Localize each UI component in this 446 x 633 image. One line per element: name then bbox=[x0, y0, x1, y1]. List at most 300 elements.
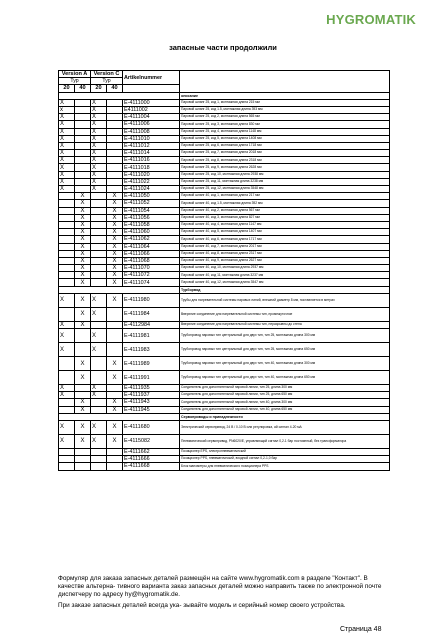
cell-c40: X bbox=[107, 200, 123, 207]
artikelnummer-header: Artikelnummer bbox=[123, 71, 180, 85]
cell-c40 bbox=[107, 164, 123, 171]
spare-parts-table bbox=[58, 70, 389, 471]
cell-art: E-4111006 bbox=[123, 121, 180, 128]
cell-a40 bbox=[75, 385, 91, 392]
cell-c20: X bbox=[91, 385, 107, 392]
table-row bbox=[59, 307, 390, 321]
cell-a40 bbox=[75, 114, 91, 121]
table-row bbox=[59, 385, 390, 392]
cell-a20: X bbox=[59, 164, 75, 171]
table-row bbox=[59, 157, 390, 164]
footer-order-info: Формуляр для заказа запасных деталей размещён на сайте www.hygromatik.com в разделе "Контакт". В качестве альтерна- тивного варианта заказ запасных деталей можно направить также по электронной почте диспетчеру по адресу hy@hygromatik.de. bbox=[58, 575, 382, 599]
version-c-header: Version C bbox=[91, 71, 123, 78]
cell-art: E-4111991 bbox=[123, 371, 180, 385]
cell-desc: Паровой шланг 25, код 2, монтажная длина 565 мм bbox=[180, 114, 390, 121]
cell-c40 bbox=[107, 329, 123, 343]
cell-a20: X bbox=[59, 420, 75, 434]
page-title: запасные части продолжили bbox=[169, 43, 277, 52]
cell-desc: Паровой шланг 25, код 1.5, монтажная длина 393 мм bbox=[180, 106, 390, 113]
cell-a20 bbox=[59, 279, 75, 286]
cell-desc: Соединитель для дополнительной паровой линии, тип 25, длина 300 мм bbox=[180, 385, 390, 392]
cell-c20 bbox=[91, 371, 107, 385]
cell-c40 bbox=[107, 157, 123, 164]
cell-c40: X bbox=[107, 265, 123, 272]
cell-art: E-4111022 bbox=[123, 178, 180, 185]
cell-art: E-4111004 bbox=[123, 114, 180, 121]
cell-a20: X bbox=[59, 385, 75, 392]
cell-art: E-4111016 bbox=[123, 157, 180, 164]
cell-c40: X bbox=[107, 279, 123, 286]
cell-desc: Паровой шланг 40, код 10, монтажная длина 2937 мм bbox=[180, 265, 390, 272]
cell-a20: X bbox=[59, 135, 75, 142]
cell-a40: X bbox=[75, 243, 91, 250]
table-row bbox=[59, 106, 390, 113]
cell-a40: X bbox=[75, 221, 91, 228]
cell-art: E-4111056 bbox=[123, 214, 180, 221]
cell-art: E-4111024 bbox=[123, 186, 180, 193]
section-row bbox=[59, 286, 390, 293]
cell-c20 bbox=[91, 214, 107, 221]
hygromatik-logo: HYGROMATIK bbox=[326, 12, 416, 27]
cell-c20: X bbox=[91, 150, 107, 157]
cell-a20: X bbox=[59, 178, 75, 185]
cell-desc: Паровой шланг 40, код 12, монтажная длина 3547 мм bbox=[180, 279, 390, 286]
cell-a20 bbox=[59, 399, 75, 406]
table-row bbox=[59, 250, 390, 257]
cell-a20: X bbox=[59, 157, 75, 164]
cell-desc: Паровой шланг 25, код 12, монтажная длина 3548 мм bbox=[180, 186, 390, 193]
cell-c20 bbox=[91, 357, 107, 371]
cell-c40 bbox=[107, 321, 123, 328]
cell-art: E-4111066 bbox=[123, 250, 180, 257]
cell-a20 bbox=[59, 236, 75, 243]
cell-a40: X bbox=[75, 207, 91, 214]
cell-a20: X bbox=[59, 293, 75, 307]
cell-c20: X bbox=[91, 99, 107, 106]
cell-art: E-4111018 bbox=[123, 164, 180, 171]
cell-c40 bbox=[107, 142, 123, 149]
cell-c40: X bbox=[107, 236, 123, 243]
cell-art: E-4111943 bbox=[123, 399, 180, 406]
cell-a20 bbox=[59, 463, 75, 470]
table-row bbox=[59, 200, 390, 207]
cell-art: E4111002 bbox=[123, 106, 180, 113]
cell-a40: X bbox=[75, 321, 91, 328]
table-row bbox=[59, 343, 390, 357]
cell-c20: X bbox=[91, 343, 107, 357]
cell-a40: X bbox=[75, 279, 91, 286]
cell-a20: X bbox=[59, 171, 75, 178]
cell-c20: X bbox=[91, 121, 107, 128]
cell-desc: Вверхние соединение для нагревательной системы тин, промежуточное bbox=[180, 307, 390, 321]
cell-a20 bbox=[59, 406, 75, 413]
table-row bbox=[59, 257, 390, 264]
cell-a20: X bbox=[59, 434, 75, 448]
size-a20: 20 bbox=[59, 85, 75, 92]
table-row bbox=[59, 214, 390, 221]
cell-a40 bbox=[75, 142, 91, 149]
cell-a20 bbox=[59, 193, 75, 200]
cell-desc: Позиционер EPS, электропневматический bbox=[180, 448, 390, 455]
cell-desc: Соединитель для дополнительной паровой линии, тип 25, длина 650 мм bbox=[180, 392, 390, 399]
cell-a20 bbox=[59, 272, 75, 279]
cell-art: E-4115082 bbox=[123, 434, 180, 448]
cell-art: E-4111989 bbox=[123, 357, 180, 371]
cell-c40 bbox=[107, 150, 123, 157]
cell-a20: X bbox=[59, 329, 75, 343]
cell-c40 bbox=[107, 392, 123, 399]
cell-desc: Паровой шланг 40, код 7, монтажная длина 2017 мм bbox=[180, 243, 390, 250]
header-row-versions bbox=[59, 71, 390, 78]
cell-a20: x bbox=[59, 106, 75, 113]
cell-a20: X bbox=[59, 186, 75, 193]
cell-art: E-4111068 bbox=[123, 257, 180, 264]
cell-art: E-4111680 bbox=[123, 420, 180, 434]
cell-a20 bbox=[59, 207, 75, 214]
cell-a40: X bbox=[75, 420, 91, 434]
cell-a20: X bbox=[59, 392, 75, 399]
cell-c20: X bbox=[91, 106, 107, 113]
cell-desc: Паровой шланг 25, код 5, монтажная длина 1408 мм bbox=[180, 135, 390, 142]
table-row bbox=[59, 142, 390, 149]
cell-c40: X bbox=[107, 243, 123, 250]
cell-a20 bbox=[59, 229, 75, 236]
cell-art: E-4111054 bbox=[123, 207, 180, 214]
cell-desc: Паровой шланг 40, код 8, монтажная длина 2317 мм bbox=[180, 250, 390, 257]
table-row bbox=[59, 434, 390, 448]
cell-c40 bbox=[107, 307, 123, 321]
cell-desc: Паровой шланг 25, код 4, монтажная длина 1148 мм bbox=[180, 128, 390, 135]
cell-a40: X bbox=[75, 357, 91, 371]
table-row bbox=[59, 193, 390, 200]
cell-desc: Паровой шланг 40, код 9, монтажная длина 2627 мм bbox=[180, 257, 390, 264]
cell-c40: X bbox=[107, 371, 123, 385]
footer-serial-info: При заказе запасных деталей всегда ука- зывайте модель и серийный номер своего устройства. bbox=[58, 602, 346, 609]
table-row bbox=[59, 164, 390, 171]
cell-desc: Паровой шланг 25, код 10, монтажная длина 2938 мм bbox=[180, 171, 390, 178]
cell-c40 bbox=[107, 448, 123, 455]
cell-a40: X bbox=[75, 265, 91, 272]
cell-art: E-4111983 bbox=[123, 343, 180, 357]
cell-c20 bbox=[91, 265, 107, 272]
cell-c20 bbox=[91, 250, 107, 257]
table-row bbox=[59, 99, 390, 106]
table-row bbox=[59, 272, 390, 279]
cell-a40 bbox=[75, 456, 91, 463]
table-row bbox=[59, 171, 390, 178]
cell-a20: X bbox=[59, 142, 75, 149]
cell-art: E-4111058 bbox=[123, 221, 180, 228]
cell-a20 bbox=[59, 456, 75, 463]
cell-desc: Трубопровод паровых тин центральный для двух тин, тип 40, монтажная длина 650 мм bbox=[180, 371, 390, 385]
cell-a20 bbox=[59, 357, 75, 371]
typ-c-header: Typ bbox=[91, 78, 123, 85]
cell-c20: X bbox=[91, 164, 107, 171]
cell-a20 bbox=[59, 214, 75, 221]
cell-c20: X bbox=[91, 114, 107, 121]
cell-desc: Соединитель для дополнительной паровой линии, тип 40, длина 650 мм bbox=[180, 406, 390, 413]
cell-c40: X bbox=[107, 399, 123, 406]
cell-desc: Паровой шланг 40, код 6, монтажная длина 1717 мм bbox=[180, 236, 390, 243]
cell-art: E-4111981 bbox=[123, 329, 180, 343]
cell-c40: X bbox=[107, 293, 123, 307]
table-row bbox=[59, 329, 390, 343]
cell-c20 bbox=[91, 193, 107, 200]
cell-art: E-4111064 bbox=[123, 243, 180, 250]
cell-a40 bbox=[75, 171, 91, 178]
cell-a20: X bbox=[59, 121, 75, 128]
cell-c40 bbox=[107, 186, 123, 193]
cell-a40 bbox=[75, 463, 91, 470]
cell-c20: X bbox=[91, 128, 107, 135]
cell-c20: X bbox=[91, 157, 107, 164]
cell-art: E-4111000 bbox=[123, 99, 180, 106]
table-row bbox=[59, 420, 390, 434]
table-row bbox=[59, 186, 390, 193]
cell-a20 bbox=[59, 243, 75, 250]
cell-c20: X bbox=[91, 171, 107, 178]
cell-desc: Паровой шланг 25, код 7, монтажная длина 2018 мм bbox=[180, 150, 390, 157]
cell-c40 bbox=[107, 343, 123, 357]
size-a40: 40 bbox=[75, 85, 91, 92]
cell-desc: Трубопровод паровых тин центральный для двух тин, тип 25, монтажная длина 300 мм bbox=[180, 329, 390, 343]
cell-a20 bbox=[59, 250, 75, 257]
cell-desc: Паровой шланг 25, код 6, монтажная длина 1718 мм bbox=[180, 142, 390, 149]
table-row bbox=[59, 229, 390, 236]
cell-c20 bbox=[91, 448, 107, 455]
cell-a40 bbox=[75, 343, 91, 357]
cell-desc: Трубопровод паровых тин центральный для двух тин, тип 40, монтажная длина 300 мм bbox=[180, 357, 390, 371]
cell-a40 bbox=[75, 150, 91, 157]
empty-art-header bbox=[123, 85, 180, 92]
cell-a40 bbox=[75, 392, 91, 399]
cell-a40 bbox=[75, 121, 91, 128]
table-row bbox=[59, 399, 390, 406]
table-row bbox=[59, 243, 390, 250]
cell-desc: Паровой шланг 40, код 3, монтажная длина 827 мм bbox=[180, 214, 390, 221]
empty-header bbox=[180, 71, 390, 93]
cell-c40 bbox=[107, 99, 123, 106]
cell-a20: X bbox=[59, 99, 75, 106]
table-row bbox=[59, 265, 390, 272]
cell-a40 bbox=[75, 106, 91, 113]
cell-c20: X bbox=[91, 142, 107, 149]
page-number: Страница 48 bbox=[340, 626, 382, 633]
cell-a40: X bbox=[75, 307, 91, 321]
cell-c20 bbox=[91, 463, 107, 470]
cell-c40: X bbox=[107, 420, 123, 434]
cell-c40 bbox=[107, 106, 123, 113]
cell-desc: Паровой шланг 25, код 8, монтажная длина 2318 мм bbox=[180, 157, 390, 164]
cell-c20 bbox=[91, 243, 107, 250]
cell-c40: X bbox=[107, 272, 123, 279]
cell-c40: X bbox=[107, 207, 123, 214]
cell-a40 bbox=[75, 178, 91, 185]
cell-a20: X bbox=[59, 321, 75, 328]
cell-art: E-4111662 bbox=[123, 448, 180, 455]
table-row bbox=[59, 114, 390, 121]
cell-c20: X bbox=[91, 392, 107, 399]
cell-art: E-4111980 bbox=[123, 293, 180, 307]
cell-c20: X bbox=[91, 329, 107, 343]
cell-a40 bbox=[75, 128, 91, 135]
table-row bbox=[59, 392, 390, 399]
cell-a40 bbox=[75, 157, 91, 164]
cell-a40: X bbox=[75, 236, 91, 243]
cell-art: E-4111008 bbox=[123, 128, 180, 135]
cell-c20 bbox=[91, 200, 107, 207]
cell-c20 bbox=[91, 321, 107, 328]
cell-a40: X bbox=[75, 293, 91, 307]
cell-c40: X bbox=[107, 229, 123, 236]
cell-a20: X bbox=[59, 150, 75, 157]
cell-desc: Пневматический сервопривод, PN6020/E, управляющий сигнал 0,2-1 бар постоянный, без трансформатора bbox=[180, 434, 390, 448]
cell-c40: X bbox=[107, 214, 123, 221]
cell-a40 bbox=[75, 329, 91, 343]
cell-c40: X bbox=[107, 221, 123, 228]
cell-c20: X bbox=[91, 307, 107, 321]
cell-a40 bbox=[75, 164, 91, 171]
cell-a40: X bbox=[75, 406, 91, 413]
table-row bbox=[59, 463, 390, 470]
table-row bbox=[59, 178, 390, 185]
cell-a20 bbox=[59, 371, 75, 385]
cell-art: E-4111012 bbox=[123, 142, 180, 149]
section-label: Сервоприводы и принадлежности bbox=[180, 413, 390, 420]
cell-c40 bbox=[107, 171, 123, 178]
cell-c20 bbox=[91, 406, 107, 413]
cell-c40: X bbox=[107, 434, 123, 448]
cell-a40: X bbox=[75, 229, 91, 236]
cell-a40: X bbox=[75, 399, 91, 406]
cell-a40: X bbox=[75, 200, 91, 207]
cell-art: E-4111668 bbox=[123, 463, 180, 470]
cell-c20 bbox=[91, 257, 107, 264]
table-row bbox=[59, 406, 390, 413]
cell-a40: X bbox=[75, 371, 91, 385]
size-c20: 20 bbox=[91, 85, 107, 92]
cell-a20 bbox=[59, 257, 75, 264]
cell-desc: Паровой шланг 25, код 11, монтажная длина 3238 мм bbox=[180, 178, 390, 185]
cell-c20 bbox=[91, 399, 107, 406]
cell-art: E-4111052 bbox=[123, 200, 180, 207]
cell-a40 bbox=[75, 99, 91, 106]
version-a-header: Version A bbox=[59, 71, 91, 78]
table-row bbox=[59, 221, 390, 228]
cell-c40: X bbox=[107, 193, 123, 200]
cell-art: E-4111074 bbox=[123, 279, 180, 286]
cell-c20 bbox=[91, 236, 107, 243]
table-row bbox=[59, 121, 390, 128]
table-row bbox=[59, 448, 390, 455]
cell-desc: Паровой шланг 25, код 1, монтажная длина 215 мм bbox=[180, 99, 390, 106]
cell-desc: Трубопровод паровых тин центральный для двух тин, тип 25, монтажная длина 650 мм bbox=[180, 343, 390, 357]
cell-c20 bbox=[91, 272, 107, 279]
cell-a40: X bbox=[75, 193, 91, 200]
cell-art: E-4111014 bbox=[123, 150, 180, 157]
cell-a40: X bbox=[75, 272, 91, 279]
cell-art: E-4111062 bbox=[123, 236, 180, 243]
cell-a20 bbox=[59, 448, 75, 455]
cell-desc: Трубы для нагревательной системы паровых линий, внешний диаметр 8 мм, поставляется в метрах bbox=[180, 293, 390, 307]
cell-art: E-4111935 bbox=[123, 385, 180, 392]
cell-art: E-4111010 bbox=[123, 135, 180, 142]
cell-c40 bbox=[107, 385, 123, 392]
cell-desc: Электрический сервопривод, 24 В / 0-10 В или регулировка, ай сигнал 4-20 мА bbox=[180, 420, 390, 434]
cell-a40 bbox=[75, 135, 91, 142]
cell-c20: X bbox=[91, 135, 107, 142]
cell-art: E-4111666 bbox=[123, 456, 180, 463]
cell-a20: X bbox=[59, 343, 75, 357]
cell-art: E-4111020 bbox=[123, 171, 180, 178]
cell-c20 bbox=[91, 221, 107, 228]
cell-desc: Паровой шланг 40, код 4, монтажная длина 1147 мм bbox=[180, 221, 390, 228]
cell-desc: Позиционер PPS, пневматический, входной сигнал 0,2-1,0 бар bbox=[180, 456, 390, 463]
table-row bbox=[59, 279, 390, 286]
cell-desc: Паровой шланг 25, код 3, монтажная длина 830 мм bbox=[180, 121, 390, 128]
cell-desc: Паровой шланг 40, код 1, монтажная длина 217 мм bbox=[180, 193, 390, 200]
table-row bbox=[59, 456, 390, 463]
cell-c20: X bbox=[91, 293, 107, 307]
cell-art: E-4111937 bbox=[123, 392, 180, 399]
cell-desc: Паровой шланг 40, код 2, монтажная длина 567 мм bbox=[180, 207, 390, 214]
cell-art: E-4111984 bbox=[123, 307, 180, 321]
table-row bbox=[59, 321, 390, 328]
cell-art: E-4111945 bbox=[123, 406, 180, 413]
table-row bbox=[59, 293, 390, 307]
section-row bbox=[59, 413, 390, 420]
cell-c20: X bbox=[91, 178, 107, 185]
cell-desc: Соединитель для дополнительной паровой линии, тип 40, длина 300 мм bbox=[180, 399, 390, 406]
cell-c40 bbox=[107, 121, 123, 128]
cell-desc: Блок манометры для пневматического позиционера PPS bbox=[180, 463, 390, 470]
cell-art: E-4111070 bbox=[123, 265, 180, 272]
cell-c40 bbox=[107, 456, 123, 463]
table-row bbox=[59, 150, 390, 157]
cell-desc: Паровой шланг 40, код 1.5, монтажная длина 392 мм bbox=[180, 200, 390, 207]
cell-c40 bbox=[107, 178, 123, 185]
cell-a40: X bbox=[75, 214, 91, 221]
cell-desc: Паровой шланг 40, код 5, монтажная длина 1407 мм bbox=[180, 229, 390, 236]
cell-a20: X bbox=[59, 128, 75, 135]
cell-a20: X bbox=[59, 114, 75, 121]
size-c40: 40 bbox=[107, 85, 123, 92]
cell-c20: X bbox=[91, 434, 107, 448]
cell-desc: Вверхние соединение для нагревательной системы тин, неразрывны до стена bbox=[180, 321, 390, 328]
cell-c40 bbox=[107, 114, 123, 121]
cell-a40: X bbox=[75, 434, 91, 448]
cell-c20 bbox=[91, 229, 107, 236]
opisanie-label: описание bbox=[180, 92, 390, 99]
cell-c40 bbox=[107, 463, 123, 470]
table-row bbox=[59, 135, 390, 142]
cell-a20 bbox=[59, 221, 75, 228]
cell-c20 bbox=[91, 279, 107, 286]
cell-a40 bbox=[75, 186, 91, 193]
cell-c40: X bbox=[107, 357, 123, 371]
cell-a40 bbox=[75, 448, 91, 455]
cell-a20 bbox=[59, 265, 75, 272]
cell-desc: Паровой шланг 40, код 11, монтажная длина 3237 мм bbox=[180, 272, 390, 279]
cell-c40 bbox=[107, 135, 123, 142]
table-row bbox=[59, 357, 390, 371]
cell-c40 bbox=[107, 128, 123, 135]
table-row bbox=[59, 236, 390, 243]
cell-c40: X bbox=[107, 257, 123, 264]
table-row bbox=[59, 207, 390, 214]
cell-art: E-4111050 bbox=[123, 193, 180, 200]
typ-a-header: Typ bbox=[59, 78, 91, 85]
